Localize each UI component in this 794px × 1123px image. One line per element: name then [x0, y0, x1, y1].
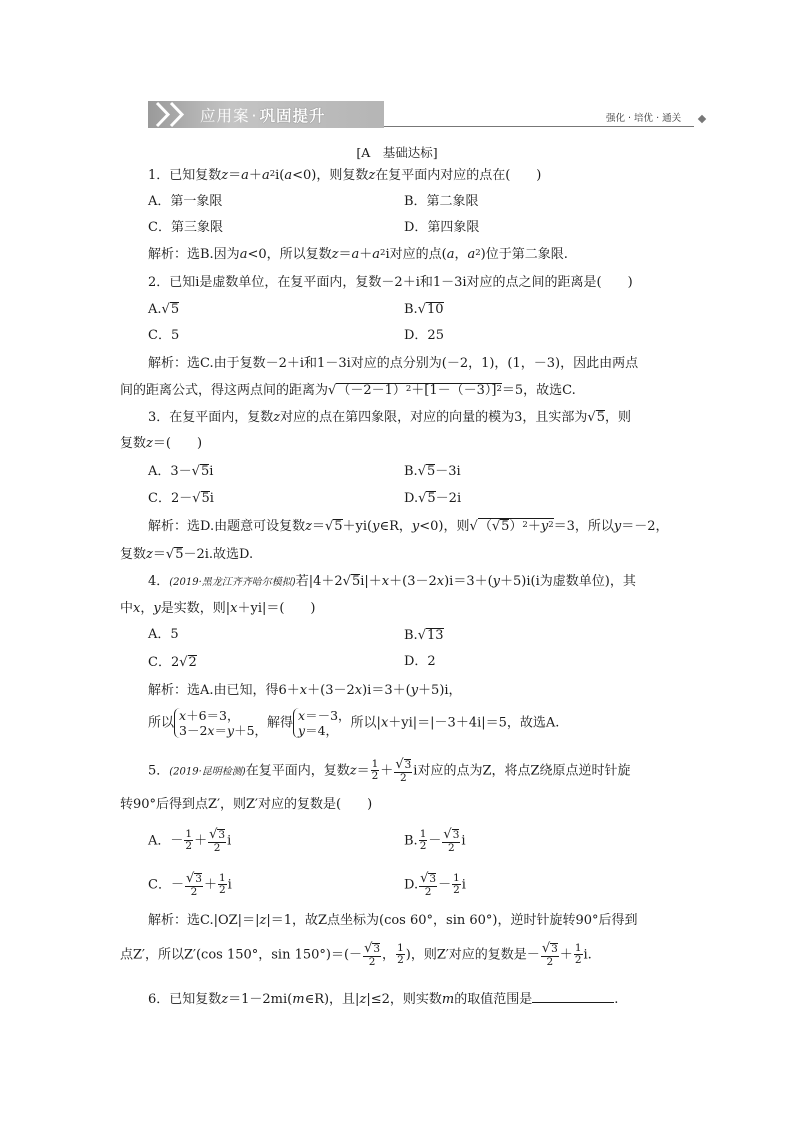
q4-option-c: C．2√2: [148, 655, 197, 670]
header-right-text: 强化 · 培优 · 通关: [606, 113, 682, 124]
q5-option-d: D. $\frac{√3}{2}$ － $\frac{1}{2}$ i: [404, 871, 466, 898]
q1-stem: [148, 169, 541, 184]
q3-solution-line2: 复数z＝√5－2i.故选D.: [120, 547, 254, 562]
q2-solution-line1: 解析：选C.由于复数－2＋i和1－3i对应的点分别为(－2，1)，(1，－3)，因此由两点: [148, 356, 639, 371]
q5-solution-line2: 点Z′，所以Z′(cos 150°，sin 150°)＝(－ $\frac{√3}{2}$ ， $\frac{1}{2}$ )，则Z′对应的复数是－ $\frac{√3}{2}$ ＋ $\frac{1}{2}$ i.: [120, 941, 592, 968]
banner-bold-title: 巩固提升: [259, 107, 326, 125]
q2-stem: 2．已知i是虚数单位，在复平面内，复数－2＋i和1－3i对应的点之间的距离是( ): [148, 275, 633, 290]
banner-prefix: 应用案: [200, 107, 250, 125]
chevron-right-icon: [168, 101, 188, 128]
q1-solution: 解析：选B.因为a<0，所以复数$z=a+a^2i$对应的点(a，$a^2$)位于第二象限.: [148, 247, 568, 262]
q5-solution-line1: 解析：选C.|OZ|＝|z|＝1，故Z点坐标为(cos 60°，sin 60°)，逆时针旋转90°后得到: [148, 913, 638, 928]
q5-stem-line1: 5．(2019·昆明检测)在复平面内，复数z＝ $\frac{1}{2}$ ＋ $\frac{√3}{2}$ i对应的点为Z，将点Z绕原点逆时针旋: [148, 757, 631, 784]
header-rule: [384, 126, 694, 127]
q1-stem-text: 1．已知复数$z=a+a^2i(a<0)$，则复数z在复平面内对应的点在( ): [148, 168, 542, 183]
q3-option-a: A．3－√5i: [148, 464, 214, 479]
q4-option-a: A．5: [148, 627, 179, 642]
q2-option-c: C．5: [148, 328, 180, 343]
q1-option-b: B．第二象限: [404, 194, 479, 209]
banner-title: [200, 104, 325, 126]
banner-dot: ·: [251, 107, 258, 125]
q3-stem-line2: 复数z＝( ): [120, 436, 203, 451]
q2-option-d: D．25: [404, 328, 444, 343]
q4-stem-line1: 4．(2019·黑龙江齐齐哈尔模拟)若|4＋2√5i|＋x＋(3－2x)i＝3＋(y＋5)i(i为虚数单位)，其: [148, 574, 636, 589]
q5-stem-line2: 转90°后得到点Z′，则Z′对应的复数是( ): [120, 797, 373, 812]
q3-solution-line1: 解析：选D.由题意可设复数z＝√5＋yi(y∈R，y<0)，则$√(√5)^2+y^2=3$，所以y＝－2，: [148, 519, 669, 534]
q1-option-a: A．第一象限: [148, 194, 223, 209]
q3-option-d: D.√5－2i: [404, 491, 462, 506]
q6-stem: 6．已知复数z＝1－2mi(m∈R)，且|z|≤2，则实数m的取值范围是 .: [148, 992, 619, 1007]
q4-option-d: D．2: [404, 654, 436, 669]
q5-option-c: C．－ $\frac{√3}{2}$ ＋ $\frac{1}{2}$ i: [148, 871, 232, 898]
header-banner: [148, 101, 384, 128]
section-title: [A 基础达标]: [356, 145, 438, 160]
q2-solution-line2: 间的距离公式，得这两点间的距离为$√(-2-1)^2+[1-(-3)]^2=5$，故选C.: [120, 383, 576, 398]
q2-option-b: B.√10: [404, 302, 444, 317]
q5-option-a: A．－ $\frac{1}{2}$ ＋ $\frac{√3}{2}$ i: [148, 827, 232, 854]
q3-stem-line1: 3．在复平面内，复数z对应的点在第四象限，对应的向量的模为3，且实部为√5，则: [148, 410, 632, 425]
q3-option-c: C．2－√5i: [148, 491, 214, 506]
q2-option-a: A.√5: [148, 302, 180, 317]
q4-stem-line2: 中x，y是实数，则|x＋yi|＝( ): [120, 601, 316, 616]
q1-option-c: C．第三象限: [148, 220, 223, 235]
q1-option-d: D．第四象限: [404, 220, 480, 235]
q4-solution-line2: 所以 x＋6＝3， 3－2x＝y＋5，解得 x＝－3， y＝4， 所以|x＋yi|＝|－3＋4i|＝5，故选A.: [148, 708, 560, 738]
q5-option-b: B. $\frac{1}{2}$ － $\frac{√3}{2}$ i: [404, 827, 466, 854]
q4-option-b: B.√13: [404, 628, 444, 643]
q4-solution-line1: 解析：选A.由已知，得6＋x＋(3－2x)i＝3＋(y＋5)i，: [148, 683, 462, 698]
q3-option-b: B.√5－3i: [404, 464, 461, 479]
diamond-icon: [698, 115, 706, 123]
